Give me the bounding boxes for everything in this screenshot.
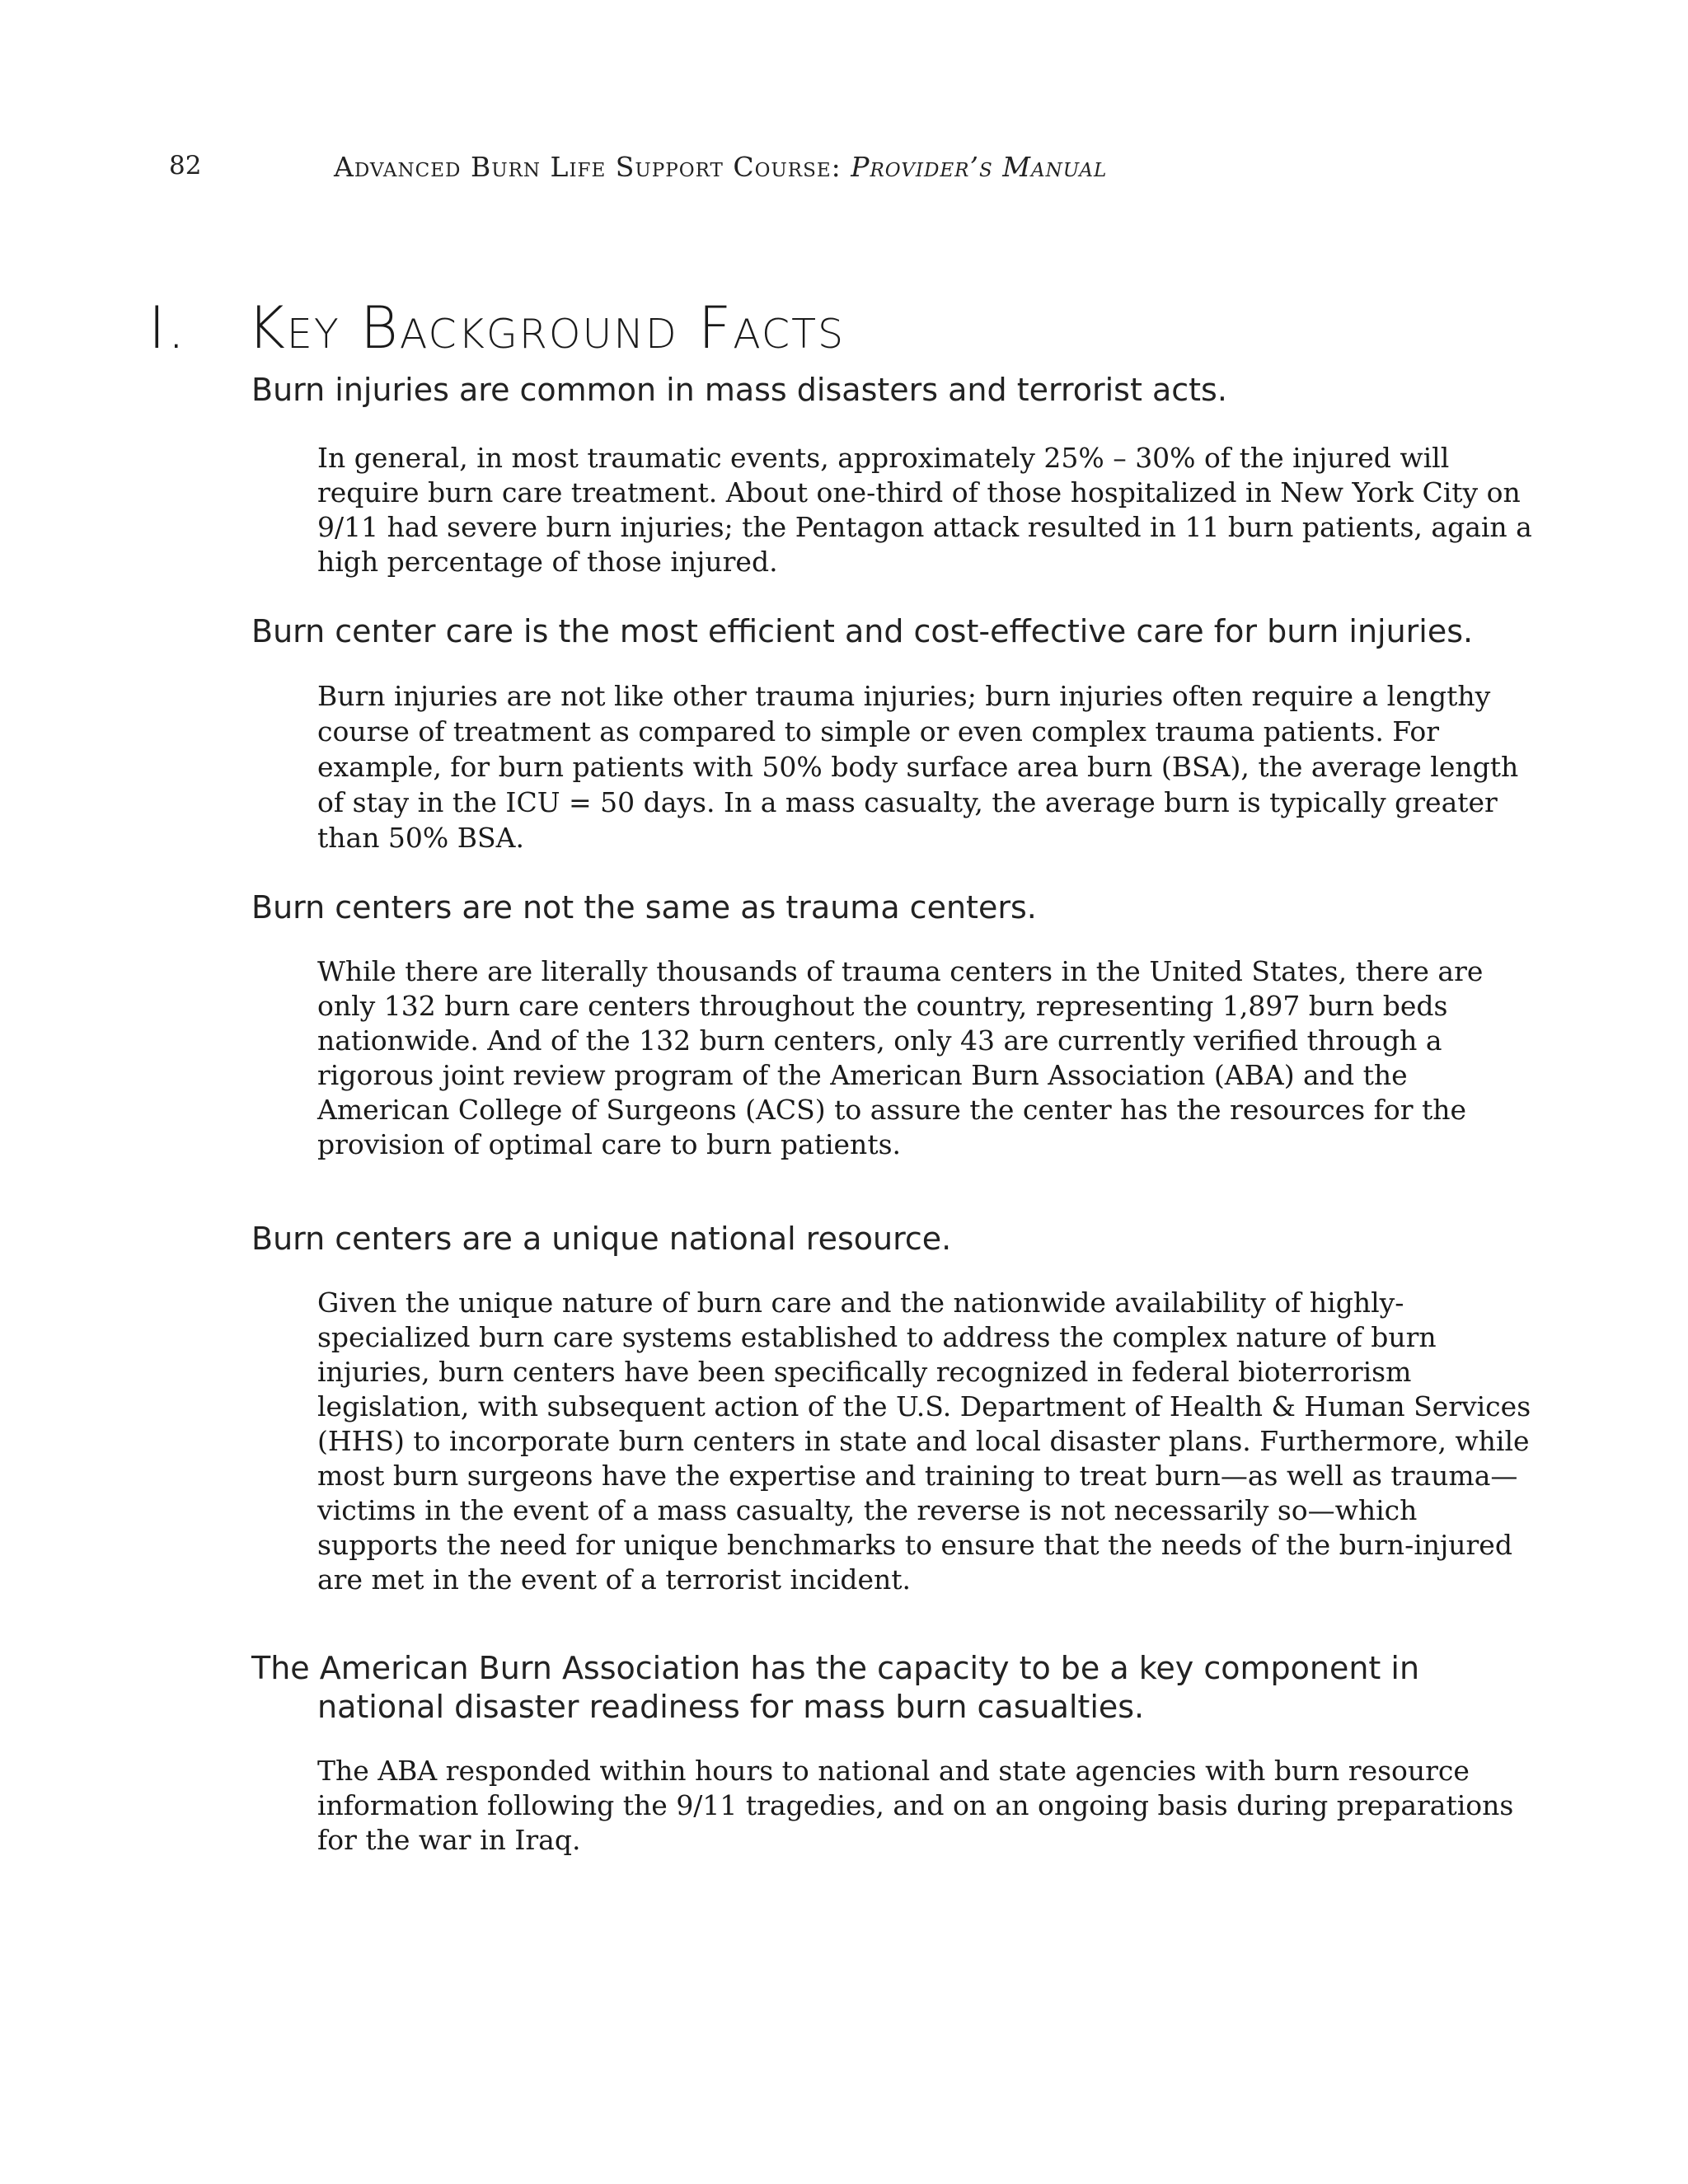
fact-block [251,1220,1537,1597]
fact-statement: Burn center care is the most efficient and cost-effective care for burn injuries. [251,613,1474,649]
fact-statement: Burn centers are a unique national resource. [251,1221,952,1257]
fact-block [251,1649,1537,1858]
book-title-main: Advanced Burn Life Support Course: [334,151,851,183]
book-title [334,151,1107,183]
section-content [251,371,1537,1891]
section-numeral: I. [148,293,187,362]
section-heading [148,294,845,362]
fact-detail: Given the unique nature of burn care and the nationwide availability of highly-specialized burn care systems established to address the complex nature of burn injuries, burn centers have been specifically recognized in federal bioterrorism legislation, with subsequent action of the U.S. Department of Health & Human Services (HHS) to incorporate burn centers in state and local disaster plans. Furthermore, while most burn surgeons have the expertise and training to treat burn—as well as trauma—victims in the event of a mass casualty, the reverse is not necessarily so—which supports the need for unique benchmarks to ensure that the needs of the burn-injured are met in the event of a terrorist incident. [317,1286,1531,1596]
fact-statement: The American Burn Association has the capacity to be a key component in national disaster readiness for mass burn casualties. [251,1650,1420,1725]
running-header [0,151,1688,184]
fact-block [251,371,1537,579]
fact-detail: While there are literally thousands of trauma centers in the United States, there are only 132 burn care centers throughout the country, representing 1,897 burn beds nationwide. And of the 132 burn centers, only 43 are currently verified through a rigorous joint review program of the American Burn Association (ABA) and the American College of Surgeons (ACS) to assure the center has the resources for the provision of optimal care to burn patients. [317,955,1484,1160]
page-number: 82 [169,151,202,180]
book-title-subtitle: Provider’s Manual [851,151,1108,183]
fact-statement: Burn injuries are common in mass disasters and terrorist acts. [251,372,1227,408]
fact-block [251,888,1537,1162]
fact-detail: Burn injuries are not like other trauma injuries; burn injuries often require a lengthy course of treatment as compared to simple or even complex trauma patients. For example, for burn patients with 50% body surface area burn (BSA), the average length of stay in the ICU = 50 days. In a mass casualty, the average burn is typically greater than 50% BSA. [317,680,1519,854]
fact-detail: In general, in most traumatic events, approximately 25% – 30% of the injured will require burn care treatment. About one-third of those hospitalized in New York City on 9/11 had severe burn injuries; the Pentagon attack resulted in 11 burn patients, again a high percentage of those injured. [317,442,1532,578]
fact-detail: The ABA responded within hours to national and state agencies with burn resource information following the 9/11 tragedies, and on an ongoing basis during preparations for the war in Iraq. [317,1755,1514,1856]
fact-statement: Burn centers are not the same as trauma centers. [251,889,1037,926]
fact-block [251,612,1537,855]
section-title: Key Background Facts [247,293,846,362]
